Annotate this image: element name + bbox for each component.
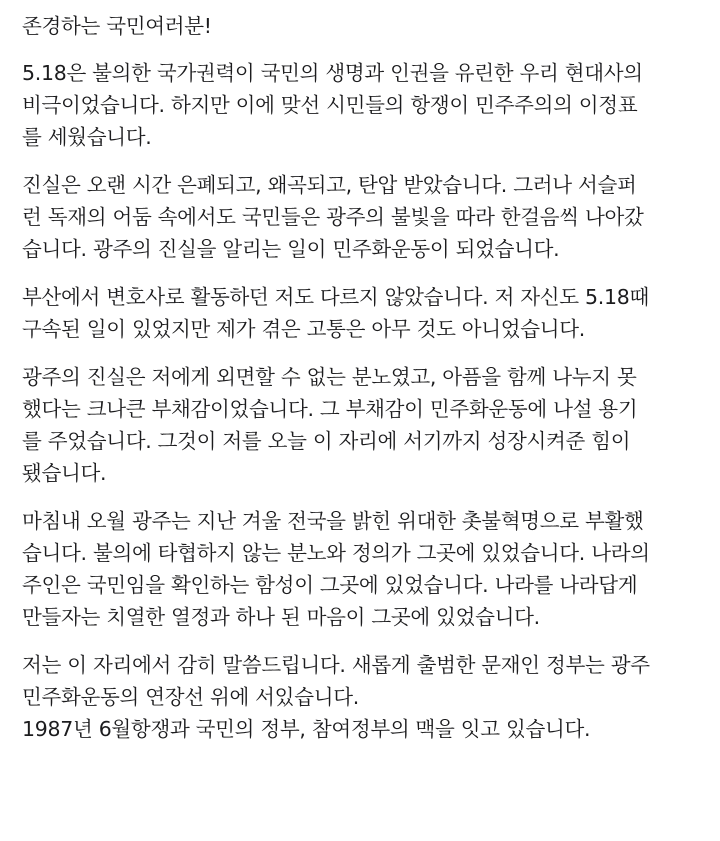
paragraph-line: 1987년 6월항쟁과 국민의 정부, 참여정부의 맥을 잇고 있습니다. bbox=[22, 717, 591, 741]
paragraph-line: 됐습니다. bbox=[22, 461, 107, 485]
paragraph-line: 민주화운동의 연장선 위에 서있습니다. bbox=[22, 685, 359, 709]
paragraph-line: 5.18은 불의한 국가권력이 국민의 생명과 인권을 유린한 우리 현대사의 bbox=[22, 61, 643, 85]
paragraph-3 bbox=[22, 281, 698, 345]
paragraph-line: 를 주었습니다. 그것이 저를 오늘 이 자리에 서기까지 성장시켜준 힘이 bbox=[22, 429, 631, 453]
paragraph-5 bbox=[22, 505, 698, 633]
paragraph-line: 구속된 일이 있었지만 제가 겪은 고통은 아무 것도 아니었습니다. bbox=[22, 317, 586, 341]
paragraph-line: 만들자는 치열한 열정과 하나 된 마음이 그곳에 있었습니다. bbox=[22, 605, 540, 629]
paragraph-1 bbox=[22, 57, 698, 153]
paragraph-line: 비극이었습니다. 하지만 이에 맞선 시민들의 항쟁이 민주주의의 이정표 bbox=[22, 93, 638, 117]
paragraph-6 bbox=[22, 649, 698, 745]
paragraph-line: 를 세웠습니다. bbox=[22, 125, 152, 149]
paragraph-line: 습니다. 불의에 타협하지 않는 분노와 정의가 그곳에 있었습니다. 나라의 bbox=[22, 541, 650, 565]
paragraph-line: 진실은 오랜 시간 은폐되고, 왜곡되고, 탄압 받았습니다. 그러나 서슬퍼 bbox=[22, 173, 637, 197]
paragraph-line: 부산에서 변호사로 활동하던 저도 다르지 않았습니다. 저 자신도 5.18때 bbox=[22, 285, 649, 309]
paragraph-line: 했다는 크나큰 부채감이었습니다. 그 부채감이 민주화운동에 나설 용기 bbox=[22, 397, 638, 421]
paragraph-line: 광주의 진실은 저에게 외면할 수 없는 분노였고, 아픔을 함께 나누지 못 bbox=[22, 365, 637, 389]
greeting-text: 존경하는 국민여러분! bbox=[22, 14, 212, 38]
paragraph-line: 런 독재의 어둠 속에서도 국민들은 광주의 불빛을 따라 한걸음씩 나아갔 bbox=[22, 205, 644, 229]
paragraph-line: 마침내 오월 광주는 지난 겨울 전국을 밝힌 위대한 촛불혁명으로 부활했 bbox=[22, 509, 644, 533]
paragraph-2 bbox=[22, 169, 698, 265]
paragraph-line: 주인은 국민임을 확인하는 함성이 그곳에 있었습니다. 나라를 나라답게 bbox=[22, 573, 638, 597]
paragraph-line: 저는 이 자리에서 감히 말씀드립니다. 새롭게 출범한 문재인 정부는 광주 bbox=[22, 653, 650, 677]
paragraph-line: 습니다. 광주의 진실을 알리는 일이 민주화운동이 되었습니다. bbox=[22, 237, 560, 261]
greeting-paragraph bbox=[22, 10, 698, 42]
paragraph-4 bbox=[22, 361, 698, 489]
